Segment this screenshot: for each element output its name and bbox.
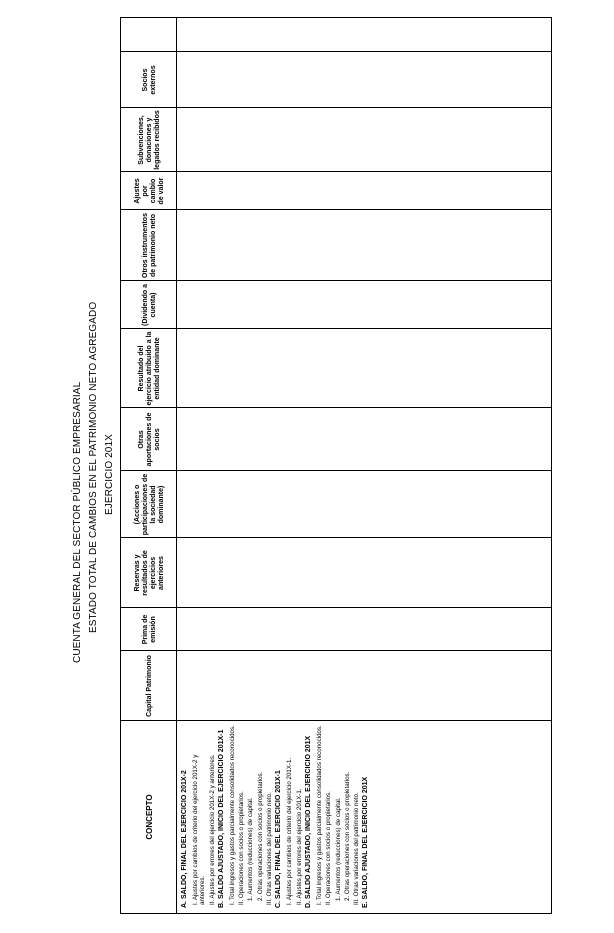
column-divider — [177, 210, 551, 211]
column-header-4: (Acciones o participaciones de la sociedad dominante) — [133, 473, 165, 536]
concept-row: B. SALDO AJUSTADO, INICIO DEL EJERCICIO 201X-1 — [217, 729, 225, 908]
concept-row: E. SALDO, FINAL DEL EJERCICIO 201X — [362, 776, 370, 908]
column-divider — [177, 281, 551, 282]
column-divider — [177, 608, 551, 609]
concept-row: 2. Otras operaciones con socios o propietarios. — [343, 771, 351, 901]
concept-row: 1. Aumentos (reducciones) de capital. — [247, 797, 255, 901]
column-divider — [177, 172, 551, 173]
concept-row: III. Otras variaciones del patrimonio neto. — [266, 792, 274, 905]
column-header-3: Reservas y resultados de ejercicios anteriores — [133, 550, 165, 596]
column-divider — [177, 52, 551, 53]
concept-row: III. Otras variaciones del patrimonio neto. — [353, 792, 361, 905]
column-header-0: CONCEPTO — [144, 794, 154, 840]
title-line-1: CUENTA GENERAL DEL SECTOR PÚBLICO EMPRESARIAL — [72, 381, 83, 663]
column-divider — [177, 471, 551, 472]
column-header-10: Subvenciones, donaciones y legados recibidos — [137, 110, 161, 170]
concept-row: D. SALDO AJUSTADO, INICIO DEL EJERCICIO 201X — [304, 735, 312, 908]
concept-row: II. Ajustes por errores del ejercicio 201X-2 y anteriores. — [208, 754, 216, 905]
concept-row: I. Total ingresos y gastos parcialmente consolidados reconocidos. — [315, 725, 323, 905]
column-header-9: Ajustes por cambio de valor — [133, 177, 165, 205]
concept-row: II. Operaciones con socios o propietarios. — [325, 791, 333, 905]
concept-row: I. Total ingresos y gastos parcialmente consolidados reconocidos. — [228, 725, 236, 905]
column-header-8: Otros instrumentos de patrimonio neto — [141, 213, 157, 278]
column-divider — [177, 651, 551, 652]
column-divider — [177, 538, 551, 539]
column-header-12 — [121, 0, 178, 52]
column-header-7: (Dividendo a cuenta) — [141, 284, 157, 327]
title-line-3: EJERCICIO 201X — [104, 434, 115, 515]
table-body-row — [177, 17, 552, 914]
concept-list — [177, 721, 552, 913]
column-header-6: Resultado del ejercicio atribuido a la entidad dominante — [137, 331, 161, 406]
column-divider — [177, 721, 551, 722]
column-divider — [177, 408, 551, 409]
column-divider — [177, 108, 551, 109]
concept-row: C. SALDO, FINAL DEL EJERCICIO 201X-1 — [275, 770, 283, 908]
column-header-2: Prima de emisión — [141, 614, 157, 645]
patrimonio-table — [120, 17, 552, 914]
column-header-11: Socios externos — [141, 65, 157, 95]
concept-row: I. Ajustes por cambios de criterio del ejercicio 201X-2 y anteriores. — [192, 754, 207, 905]
concept-row: 1. Aumentos (reducciones) de capital. — [334, 797, 342, 901]
concept-row: A. SALDO, FINAL DEL EJERCICIO 201X-2 — [181, 770, 188, 908]
column-header-1: Capital Patrimonio — [145, 655, 153, 717]
title-line-2: ESTADO TOTAL DE CAMBIOS EN EL PATRIMONIO NETO AGREGADO — [88, 301, 99, 633]
table-header-row — [120, 17, 177, 914]
column-header-5: Otras aportaciones de socios — [137, 412, 161, 467]
concept-row: II. Ajustes por errores del ejercicio 201X-1. — [295, 788, 303, 905]
column-divider — [177, 329, 551, 330]
concept-row: 2. Otras operaciones con socios o propietarios. — [256, 771, 264, 901]
concept-row: II. Operaciones con socios o propietarios. — [238, 791, 246, 905]
concept-row: I. Ajustes por cambios de criterio del ejercicio 201X-1. — [286, 757, 294, 905]
